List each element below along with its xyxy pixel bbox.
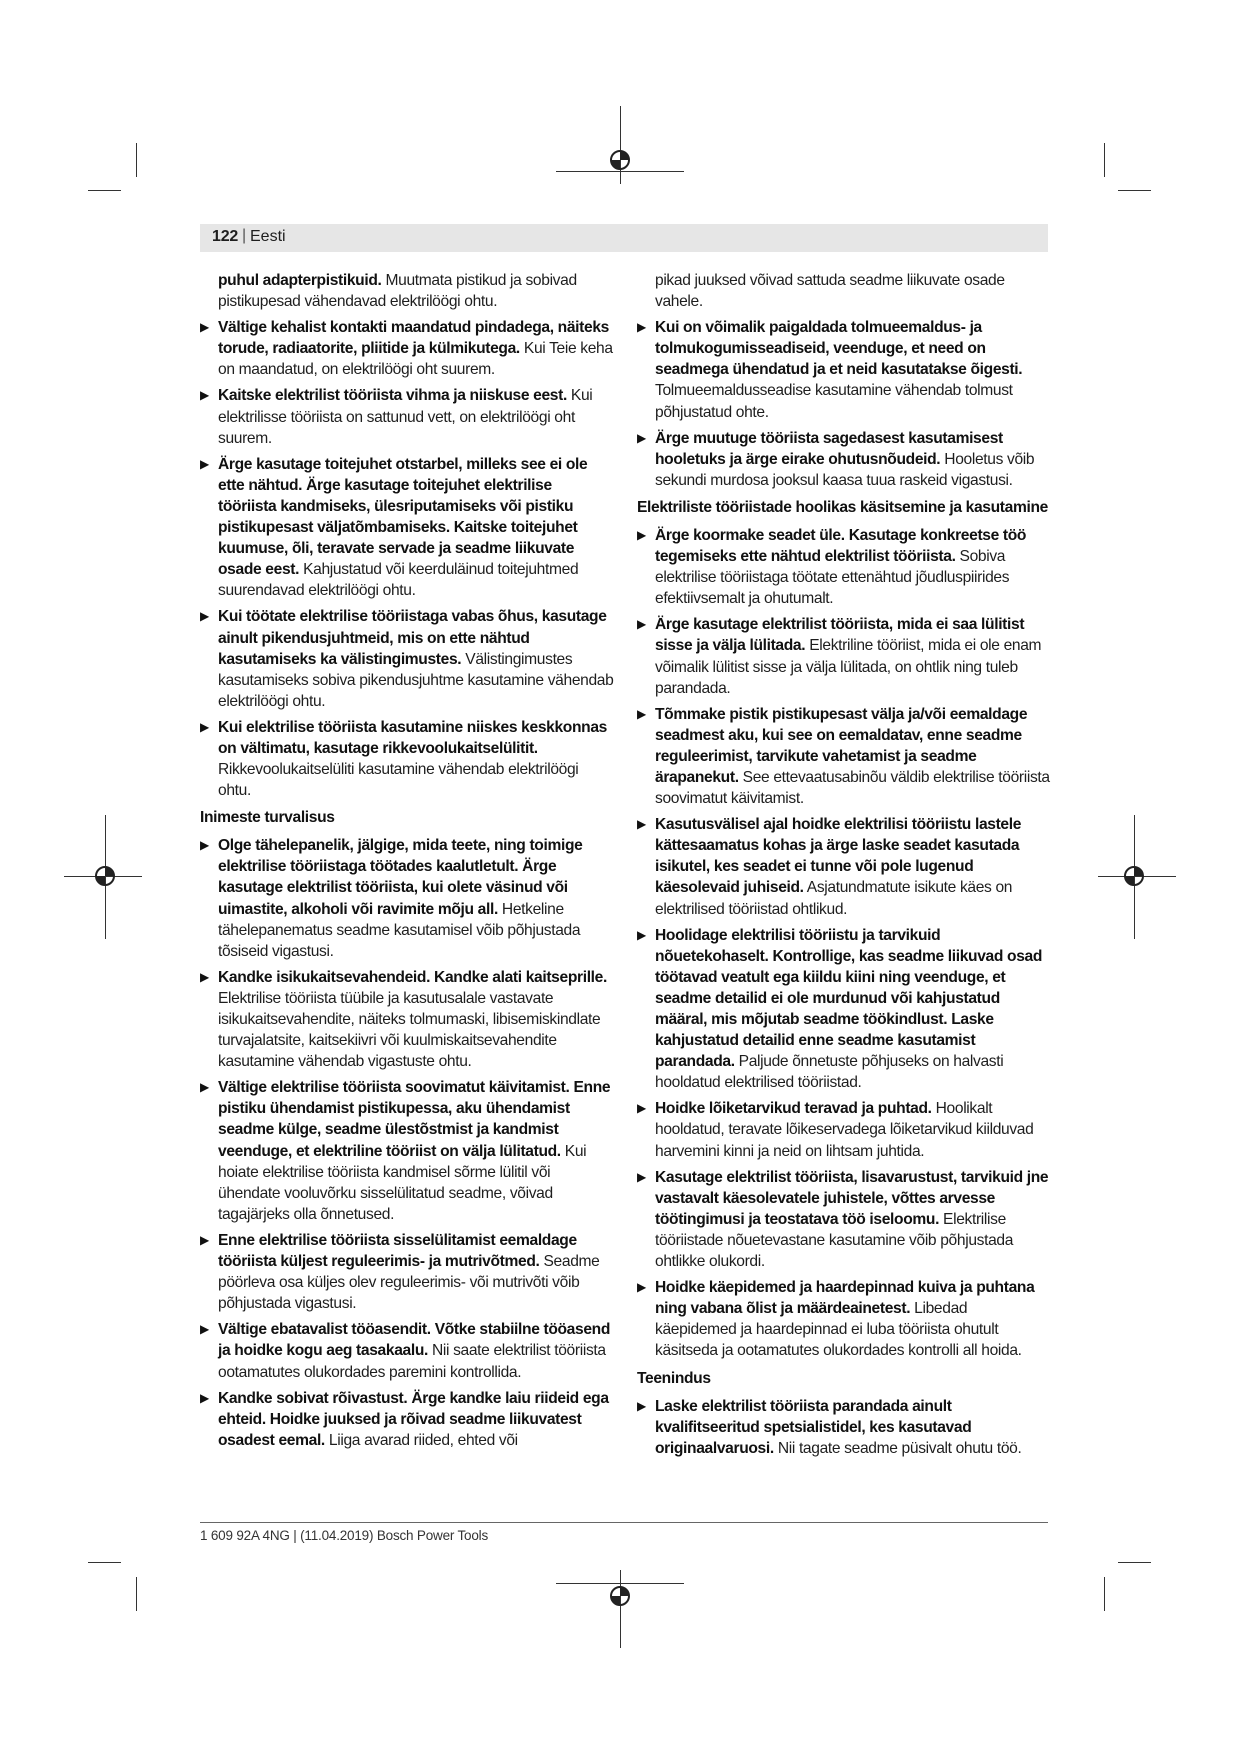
bullet-arrow-icon: ▶: [637, 617, 646, 632]
crop-mark: [1104, 143, 1105, 177]
list-item: ▶ Ärge koormake seadet üle. Kasutage konkreetse töö tegemiseks ette nähtud elektrilist tööriista. Sobiva elektrilise tööriistaga töötate ettenähtud jõudluspiirides efektiivsemalt ja ohutumalt.: [637, 526, 1027, 608]
list-item: ▶ Kaitske elektrilist tööriista vihma ja niiskuse eest. Kui elektrilisse tööriista on sattunud vett, on elektrilöögi oht suurem.: [200, 387, 593, 447]
bullet-arrow-icon: ▶: [200, 1322, 209, 1337]
footer-text: 1 609 92A 4NG | (11.04.2019) Bosch Power Tools: [200, 1528, 488, 1543]
bullet-arrow-icon: ▶: [200, 1390, 209, 1405]
bullet-arrow-icon: ▶: [637, 706, 646, 721]
bullet-arrow-icon: ▶: [637, 927, 646, 942]
footer-divider: [200, 1522, 1048, 1523]
bullet-arrow-icon: ▶: [637, 430, 646, 445]
list-item: ▶ Enne elektrilise tööriista sisselülitamist eemaldage tööriista küljest reguleerimis- ja mutrivõtmed. Seadme pöörleva osa küljes olev reguleerimis- või mutrivõti võib põhjustada vigastusi.: [200, 1231, 600, 1313]
section-heading: Elektriliste tööriistade hoolikas käsitsemine ja kasutamine: [637, 498, 1048, 516]
crop-mark: [88, 1562, 121, 1563]
page-header: [200, 224, 1048, 252]
list-item: ▶ Kui elektrilise tööriista kasutamine niiskes keskkonnas on vältimatu, kasutage rikkevoolukaitselülitit. Rikkevoolukaitselüliti kasutamine vähendab elektrilöögi ohtu.: [200, 718, 607, 800]
list-item: ▶ Olge tähelepanelik, jälgige, mida teete, ning toimige elektrilise tööriistaga töötades kaalutletult. Ärge kasutage elektrilist tööriista, kui olete väsinud või uimastite, alkoholi või ravimite mõju all. Hetkeline tähelepanematus seadme kasutamisel võib põhjustada tõsiseid vigastusi.: [200, 837, 583, 960]
bullet-arrow-icon: ▶: [637, 1280, 646, 1295]
list-item: ▶ Kasutage elektrilist tööriista, lisavarustust, tarvikuid jne vastavalt käesolevatele juhistele, võttes arvesse töötingimusi ja teostatava töö iseloomu. Elektrilise tööriistade nõuetevastane kasutamine võib põhjustada ohtlikke olukordi.: [637, 1168, 1049, 1271]
bullet-arrow-icon: ▶: [200, 838, 209, 853]
list-item: ▶ Hoolidage elektrilisi tööriistu ja tarvikuid nõuetekohaselt. Kontrollige, kas seadme liikuvad osad töötavad veatult ega kiildu kiini ning veenduge, et seadme detailid ei ole murdunud või kahjustatud määral, mis mõjutab seadme töökindlust. Laske kahjustatud detailid enne seadme kasutamist parandada. Paljude õnnetuste põhjuseks on halvasti hooldatud elektrilised tööriistad.: [637, 926, 1043, 1092]
list-item: ▶ Vältige elektrilise tööriista soovimatut käivitamist. Enne pistiku ühendamist pistikupessa, aku ühendamist seadme külge, seadme ülestõstmist ja kandmist veenduge, et elektriline tööriist on välja lülitatud. Kui hoiate elektrilise tööriista kandmisel sõrme lülitil või ühendate vooluvõrku sisselülitatud seadme, võivad tagajärjeks olla õnnetused.: [200, 1079, 611, 1223]
bullet-list: [200, 317, 614, 801]
list-item: ▶ Vältige kehalist kontakti maandatud pindadega, näiteks torude, radiaatorite, pliitide ja külmikutega. Kui Teie keha on maandatud, on elektrilöögi oht suurem.: [200, 319, 613, 379]
crop-mark: [1104, 1577, 1105, 1611]
crop-mark: [1118, 190, 1151, 191]
list-item: ▶ Laske elektrilist tööriista parandada ainult kvalifitseeritud spetsialistidel, kes kasutavad originaalvaruosi. Nii tagate seadme püsivalt ohutu töö.: [637, 1397, 1022, 1457]
bullet-arrow-icon: ▶: [200, 969, 209, 984]
list-item: ▶ Ärge muutuge tööriista sagedasest kasutamisest hooletuks ja ärge eirake ohutusnõudeid. Hooletus võib sekundi murdosa jooksul kaasa tuua raskeid vigastusi.: [637, 429, 1035, 489]
section-heading: Teenindus: [637, 1369, 711, 1387]
list-item: ▶ Kui töötate elektrilise tööriistaga vabas õhus, kasutage ainult pikendusjuhtmeid, mis on ette nähtud kasutamiseks ka välistingimustes. Välistingimustes kasutamiseks sobiva pikendusjuhtme kasutamine vähendab elektrilöögi ohtu.: [200, 608, 614, 710]
bullet-arrow-icon: ▶: [200, 719, 209, 734]
section-heading: Inimeste turvalisus: [200, 809, 335, 827]
list-item: ▶ Vältige ebatavalist tööasendit. Võtke stabiilne tööasend ja hoidke kogu aeg tasakaalu. Nii saate elektrilist tööriista ootamatutes olukordades paremini kontrollida.: [200, 1321, 611, 1381]
list-item: ▶ Ärge kasutage elektrilist tööriista, mida ei saa lülitist sisse ja välja lülitada. Elektriline tööriist, mida ei ole enam võimalik lülitist sisse ja välja lülitada, on ohtlik ning tuleb parandada.: [637, 616, 1042, 697]
header-separator: |: [242, 227, 247, 244]
bullet-list: [637, 525, 1051, 1362]
crop-mark: [88, 190, 121, 191]
bullet-arrow-icon: ▶: [200, 1232, 209, 1247]
bullet-arrow-icon: ▶: [200, 1080, 209, 1095]
bullet-list: [637, 317, 1051, 491]
list-item: ▶ Kandke isikukaitsevahendeid. Kandke alati kaitseprille. Elektrilise tööriista tüübile ja kasutusalale vastavate isikukaitsevahendite, näiteks tolmumaski, libisemiskindlate turvajalatsite, kaitsekiivri või kuulmiskaitsevahendite kasutamine vähendab vigastuste ohtu.: [200, 968, 607, 1071]
page-number: 122: [212, 228, 239, 245]
registration-target-icon: [1121, 863, 1147, 889]
list-item: ▶ Hoidke lõiketarvikud teravad ja puhtad. Hoolikalt hooldatud, teravate lõikeservadega lõiketarvikud kiilduvad harvemini kinni ja neid on lihtsam juhtida.: [637, 1100, 1034, 1160]
bullet-arrow-icon: ▶: [637, 320, 646, 335]
crop-mark: [136, 143, 137, 177]
list-item: ▶ Tõmmake pistik pistikupesast välja ja/või eemaldage seadmest aku, kui see on eemaldatav, enne seadme reguleerimist, tarvikute vahetamist ja seadme ärapanekut. See ettevaatusabinõu väldib elektrilise tööriista soovimatut käivitamist.: [637, 705, 1050, 808]
header-language: Eesti: [250, 228, 286, 245]
continued-paragraph: puhul adapterpistikuid. Muutmata pistikud ja sobivad pistikupesad vähendavad elektrilöögi ohtu.: [218, 272, 577, 311]
bullet-arrow-icon: ▶: [637, 1398, 646, 1413]
list-item: ▶ Hoidke käepidemed ja haardepinnad kuiva ja puhtana ning vabana õlist ja määrdeainetest. Libedad käepidemed ja haardepinnad ei luba tööriista ohutult käsitseda ja ootamatutes olukordades kontrolli all hoida.: [637, 1279, 1035, 1360]
registration-line: [620, 1570, 621, 1648]
bullet-arrow-icon: ▶: [637, 1169, 646, 1184]
bullet-arrow-icon: ▶: [200, 609, 209, 624]
bullet-arrow-icon: ▶: [637, 1101, 646, 1116]
list-item: ▶ Kui on võimalik paigaldada tolmueemaldus- ja tolmukogumisseadiseid, veenduge, et need on seadmega ühendatud ja et neid kasutatakse õigesti. Tolmueemaldusseadise kasutamine vähendab tolmust põhjustatud ohte.: [637, 319, 1023, 421]
list-item: ▶ Ärge kasutage toitejuhet otstarbel, milleks see ei ole ette nähtud. Ärge kasutage toitejuhet elektrilise tööriista kandmiseks, ülesriputamiseks või pistiku pistikupesast väljatõmbamiseks. Kaitske toitejuhet kuumuse, õli, teravate servade ja seadme liikuvate osade eest. Kahjustatud või keerduläinud toitejuhtmed suurendavad elektrilöögi ohtu.: [200, 455, 588, 600]
crop-mark: [1118, 1562, 1151, 1563]
registration-target-icon: [607, 1583, 633, 1609]
continued-paragraph: pikad juuksed võivad sattuda seadme liikuvate osade vahele.: [655, 272, 1005, 311]
bullet-arrow-icon: ▶: [637, 817, 646, 832]
bullet-list: [637, 1396, 1051, 1459]
left-column: [200, 270, 614, 1456]
registration-target-icon: [92, 863, 118, 889]
bullet-arrow-icon: ▶: [637, 527, 646, 542]
crop-mark: [136, 1577, 137, 1611]
list-item: ▶ Kandke sobivat rõivastust. Ärge kandke laiu riideid ega ehteid. Hoidke juuksed ja rõivad seadme liikuvatest osadest eemal. Liiga avarad riided, ehted või: [200, 1389, 609, 1449]
bullet-list: [200, 835, 614, 1451]
bullet-arrow-icon: ▶: [200, 388, 209, 403]
bullet-arrow-icon: ▶: [200, 320, 209, 335]
bullet-arrow-icon: ▶: [200, 456, 209, 471]
registration-target-icon: [607, 147, 633, 173]
right-column: [637, 270, 1051, 1464]
list-item: ▶ Kasutusvälisel ajal hoidke elektrilisi tööriistu lastele kättesaamatus kohas ja ärge laske seadet kasutada isikutel, kes seadet ei tunne või pole lugenud käesolevaid juhiseid. Asjatundmatute isikute käes on elektrilised tööriistad ohtlikud.: [637, 816, 1022, 918]
